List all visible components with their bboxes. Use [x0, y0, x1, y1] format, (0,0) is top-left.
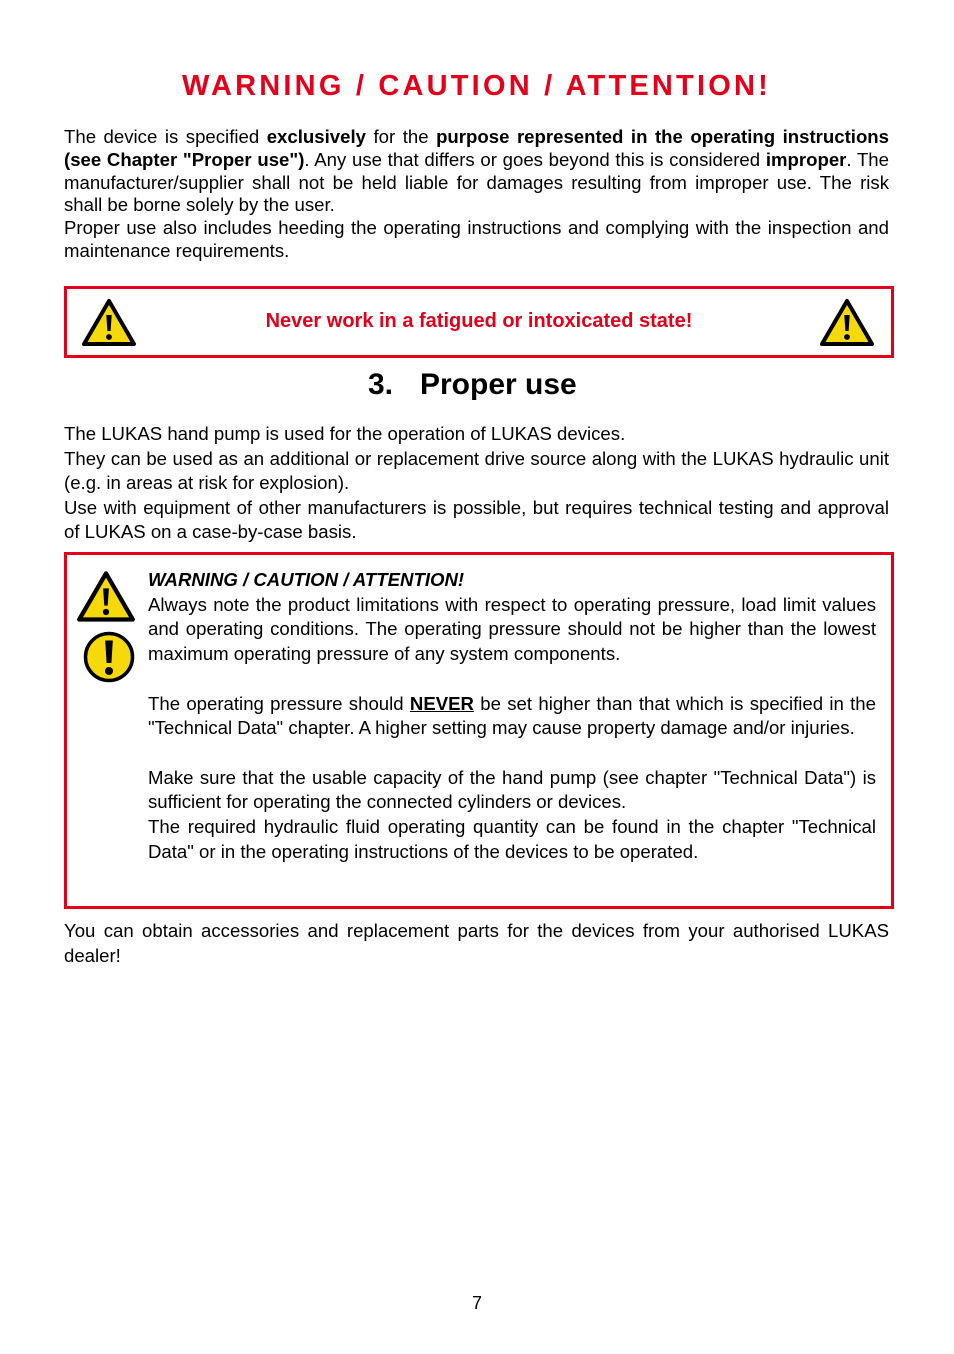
intro-bold-2: purpose represented in the operating instructions (see Chapter "Proper use") [64, 126, 890, 170]
intro-text-4: . The manufacturer/supplier shall not be held liable for damages resulting from improper use. The risk shall be borne solely by the user. [64, 148, 889, 216]
intro-section [64, 126, 889, 263]
proper-use-paragraph-2: They can be used as an additional or replacement drive source along with the LUKAS hydraulic unit (e.g. in areas at risk for explosion). [64, 447, 889, 494]
intro-bold-3: improper [765, 148, 847, 170]
chapter-title-text: Proper use [420, 368, 577, 401]
intro-paragraph [64, 126, 889, 217]
never-text-post: be set higher than that which is specified in the "Technical Data" chapter. A higher setting may cause property damage and/or injuries. [148, 692, 876, 739]
fatigue-warning-text: Never work in a fatigued or intoxicated state! [265, 310, 693, 332]
never-emphasis: NEVER [409, 692, 474, 714]
warning-triangle-icon [819, 298, 875, 348]
operating-limits-warning-box [64, 552, 894, 909]
warning-box-paragraph-2 [148, 692, 876, 741]
exclamation-circle-icon [83, 631, 135, 683]
intro-text-1: The device is specified [64, 126, 267, 147]
proper-use-paragraph-3: Use with equipment of other manufacturers is possible, but requires technical testing and approval of LUKAS on a case-by-case basis. [64, 496, 889, 543]
warning-box-paragraph-3: Make sure that the usable capacity of the hand pump (see chapter "Technical Data") is sufficient for operating the connected cylinders or devices. [148, 766, 876, 813]
fatigue-warning-box [64, 286, 894, 358]
warning-box-paragraph-4: The required hydraulic fluid operating quantity can be found in the chapter "Technical Data" or in the operating instructions of the devices to be operated. [148, 816, 876, 862]
chapter-number: 3. [368, 368, 394, 401]
intro-text-2: for the [365, 126, 437, 147]
paragraph-spacer [148, 667, 876, 692]
intro-bold-1: exclusively [266, 126, 366, 147]
accessories-note: You can obtain accessories and replacement parts for the devices from your authorised LUKAS dealer! [64, 920, 889, 966]
page-number: 7 [471, 1293, 482, 1313]
accessories-section [64, 919, 889, 968]
intro-text-3: . Any use that differs or goes beyond this is considered [304, 148, 766, 170]
warning-box-title: WARNING / CAUTION / ATTENTION! [148, 569, 465, 590]
warning-box-content [148, 568, 876, 864]
warning-heading: WARNING / CAUTION / ATTENTION! [182, 70, 771, 102]
proper-use-section [64, 422, 889, 545]
proper-use-paragraph-1: The LUKAS hand pump is used for the operation of LUKAS devices. [64, 423, 626, 444]
warning-box-paragraph-1: Always note the product limitations with respect to operating pressure, load limit values and operating conditions. The operating pressure should not be higher than the lowest maximum operating pressure of any system components. [148, 593, 876, 665]
warning-triangle-icon [76, 570, 136, 624]
never-text-pre: The operating pressure should [148, 692, 410, 714]
intro-paragraph-2: Proper use also includes heeding the operating instructions and complying with the inspection and maintenance requirements. [64, 217, 889, 261]
paragraph-spacer [148, 741, 876, 766]
chapter-title [368, 368, 577, 402]
